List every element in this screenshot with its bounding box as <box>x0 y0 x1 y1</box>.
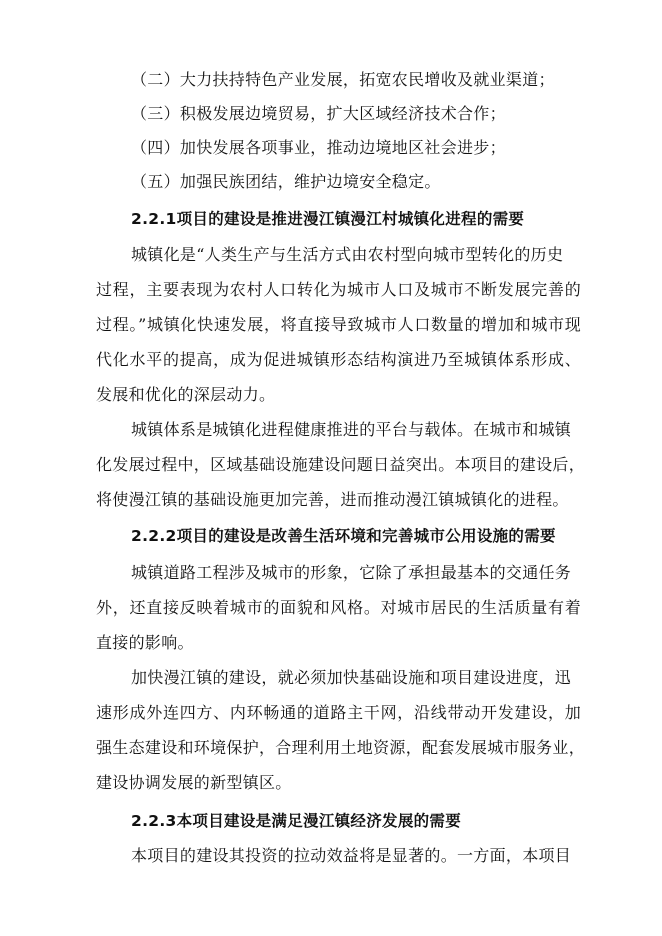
paragraph-line: 本项目的建设其投资的拉动效益将是显著的。一方面，本项目 <box>131 846 572 865</box>
paragraph-line: 速形成外连四方、内环畅通的道路主干网，沿线带动开发建设，加 <box>96 703 581 722</box>
paragraph-line: 过程，主要表现为农村人口转化为城市人口及城市不断发展完善的 <box>96 280 581 299</box>
list-item-3: （三）积极发展边境贸易，扩大区域经济技术合作； <box>131 104 506 123</box>
paragraph-line: 强生态建设和环境保护，合理利用土地资源，配套发展城市服务业， <box>96 738 586 757</box>
section-heading-2-2-1: 2.2.1项目的建设是推进漫江镇漫江村城镇化进程的需要 <box>131 210 525 228</box>
paragraph-line: 加快漫江镇的建设，就必须加快基础设施和项目建设进度，迅 <box>131 668 572 687</box>
section-heading-2-2-3: 2.2.3本项目建设是满足漫江镇经济发展的需要 <box>131 812 462 830</box>
paragraph-line: 化发展过程中，区域基础设施建设问题日益突出。本项目的建设后， <box>96 455 586 474</box>
paragraph-line: 过程。”城镇化快速发展，将直接导致城市人口数量的增加和城市现 <box>96 315 581 334</box>
paragraph-line: 建设协调发展的新型镇区。 <box>96 773 292 792</box>
paragraph-line: 城镇道路工程涉及城市的形象，它除了承担最基本的交通任务 <box>131 563 572 582</box>
paragraph-line: 将使漫江镇的基础设施更加完善，进而推动漫江镇城镇化的进程。 <box>96 490 569 509</box>
paragraph-line: 直接的影响。 <box>96 633 194 652</box>
list-item-5: （五）加强民族团结，维护边境安全稳定。 <box>131 172 441 191</box>
paragraph-line: 发展和优化的深层动力。 <box>96 385 276 404</box>
section-heading-2-2-2: 2.2.2项目的建设是改善生活环境和完善城市公用设施的需要 <box>131 527 556 545</box>
paragraph-line: 城镇化是“人类生产与生活方式由农村型向城市型转化的历史 <box>131 245 564 264</box>
paragraph-line: 城镇体系是城镇化进程健康推进的平台与载体。在城市和城镇 <box>131 420 572 439</box>
paragraph-line: 代化水平的提高，成为促进城镇形态结构演进乃至城镇体系形成、 <box>96 350 581 369</box>
paragraph-line: 外，还直接反映着城市的面貌和风格。对城市居民的生活质量有着 <box>96 598 581 617</box>
list-item-4: （四）加快发展各项事业，推动边境地区社会进步； <box>131 138 506 157</box>
list-item-2: （二）大力扶持特色产业发展，拓宽农民增收及就业渠道； <box>131 70 555 89</box>
